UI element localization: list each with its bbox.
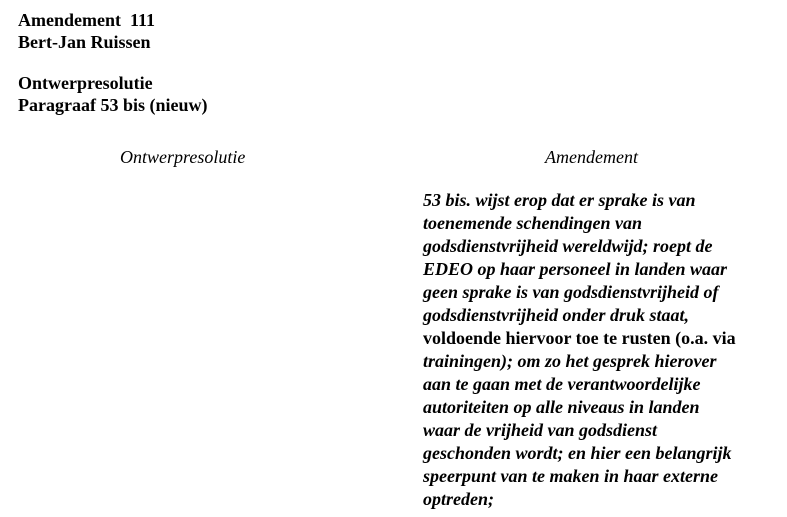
paragraph-reference: Paragraaf 53 bis (nieuw) xyxy=(18,95,208,115)
amendment-line: 53 bis. wijst erop dat er sprake is van xyxy=(423,190,696,210)
amendment-line: speerpunt van te maken in haar externe xyxy=(423,466,719,486)
amendment-line: voldoende hiervoor toe te rusten (o.a. via xyxy=(423,328,736,348)
left-column-heading: Ontwerpresolutie xyxy=(120,147,246,167)
amendment-line: geschonden wordt; en hier een belangrijk xyxy=(423,443,732,463)
amendment-line: optreden; xyxy=(423,489,494,509)
amendment-header xyxy=(18,9,207,116)
author-name: Bert-Jan Ruissen xyxy=(18,32,151,52)
amendment-line: aan te gaan met de verantwoordelijke xyxy=(423,374,701,394)
right-column-heading: Amendement xyxy=(545,147,638,167)
amendment-line: EDEO op haar personeel in landen waar xyxy=(423,259,728,279)
amendment-line: autoriteiten op alle niveaus in landen xyxy=(423,397,700,417)
amendment-text xyxy=(423,189,773,511)
document-type: Ontwerpresolutie xyxy=(18,73,153,93)
header-spacer xyxy=(18,53,207,72)
amendment-number: Amendement 111 xyxy=(18,10,155,30)
amendment-line: trainingen); om zo het gesprek hierover xyxy=(423,351,717,371)
amendment-line: godsdienstvrijheid onder druk staat, xyxy=(423,305,690,325)
amendment-line: waar de vrijheid van godsdienst xyxy=(423,420,658,440)
amendment-line: toenemende schendingen van xyxy=(423,213,642,233)
amendment-line: godsdienstvrijheid wereldwijd; roept de xyxy=(423,236,713,256)
amendment-line: geen sprake is van godsdienstvrijheid of xyxy=(423,282,719,302)
